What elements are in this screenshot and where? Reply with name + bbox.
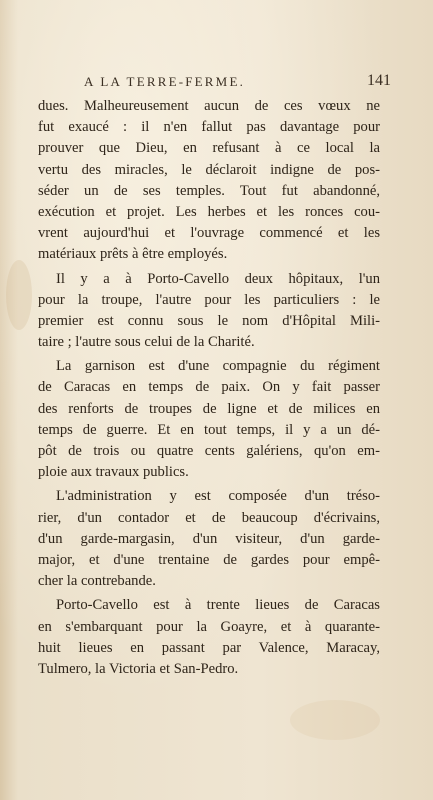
paper-stain: [290, 700, 380, 740]
text-line: huit lieues en passant par Valence, Maracay,: [38, 639, 380, 656]
text-line: d'un garde-margasin, d'un visiteur, d'un garde-: [38, 530, 380, 547]
text-line: de Caracas en temps de paix. On y fait passer: [38, 379, 380, 396]
text-line: rier, d'un contador et de beaucoup d'écrivains,: [38, 509, 380, 526]
paragraph: [38, 96, 380, 266]
text-line: des renforts de troupes de ligne et de milices en: [38, 400, 380, 417]
text-line: Tulmero, la Victoria et San-Pedro.: [38, 660, 239, 677]
text-line: Il y a à Porto-Cavello deux hôpitaux, l'un: [56, 270, 380, 287]
text-line: major, et d'une trentaine de gardes pour empê-: [38, 551, 380, 568]
paragraph: [38, 356, 380, 483]
text-line: cher la contrebande.: [38, 573, 156, 590]
text-line: exécution et projet. Les herbes et les ronces cou-: [38, 203, 380, 220]
text-line: prouver que Dieu, en refusant à ce local la: [38, 140, 380, 157]
paragraph: [38, 269, 380, 354]
text-line: vrent aujourd'hui et l'ouvrage commencé et les: [38, 225, 380, 242]
body-text: [38, 96, 380, 680]
page-header: [84, 74, 403, 94]
text-line: pour la troupe, l'autre pour les particuliers : le: [38, 291, 380, 308]
text-line: premier est connu sous le nom d'Hôpital Mili-: [38, 312, 380, 329]
text-line: Porto-Cavello est à trente lieues de Caracas: [56, 597, 380, 614]
text-line: L'administration y est composée d'un tréso-: [56, 488, 380, 505]
text-line: en s'embarquant pour la Goayre, et à quarante-: [38, 618, 380, 635]
paper-stain: [6, 260, 32, 330]
text-line: taire ; l'autre sous celui de la Charité.: [38, 334, 255, 351]
text-line: séder un de ses temples. Tout fut abandonné,: [38, 182, 380, 199]
text-line: vertu des miracles, le déclaroit indigne de pos-: [38, 161, 380, 178]
text-line: dues. Malheureusement aucun de ces vœux ne: [38, 98, 380, 114]
text-line: temps de guerre. Et en tout temps, il y a un dé-: [38, 421, 380, 438]
paragraph: [38, 486, 380, 592]
text-line: La garnison est d'une compagnie du régiment: [56, 358, 380, 375]
text-line: pôt de trois ou quatre cents galériens, qu'on em-: [38, 443, 380, 459]
text-line: matériaux prêts à être employés.: [38, 246, 228, 263]
running-head: A LA TERRE-FERME.: [84, 74, 246, 89]
paragraph: [38, 595, 380, 680]
text-line: ploie aux travaux publics.: [38, 464, 189, 481]
page-number: 141: [367, 72, 391, 89]
text-line: fut exaucé : il n'en fallut pas davantage pour: [38, 119, 380, 136]
